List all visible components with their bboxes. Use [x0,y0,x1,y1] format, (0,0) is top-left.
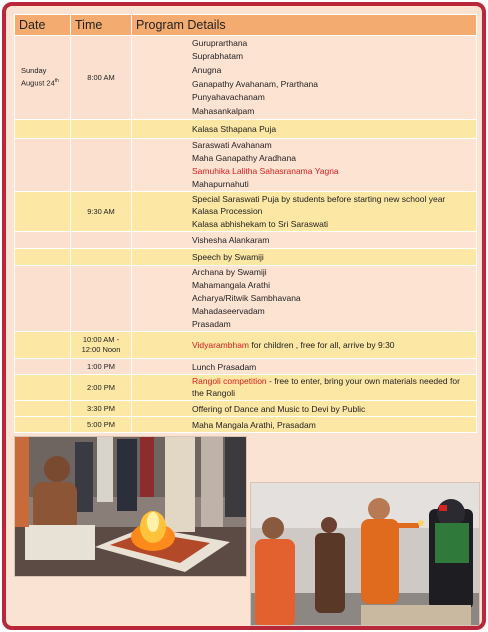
program-item: Maha Mangala Arathi, Prasadam [132,417,477,433]
program-item: Kalasa Procession [192,206,263,217]
header-date: Date [15,15,71,36]
details-cell [132,332,477,359]
program-item: Mahadaseervadam [192,306,265,316]
header-time: Time [71,15,132,36]
details-cell [132,36,477,120]
table-row [15,120,477,139]
havan-photo [14,436,247,577]
program-item: Offering of Dance and Music to Devi by Public [132,401,477,417]
time-cell: 8:00 AM [71,36,132,120]
program-item: Lunch Prasadam [132,359,477,375]
program-item: Samuhika Lalitha Sahasranama Yagna [192,166,339,176]
table-row [15,192,477,232]
flyer-frame [2,2,486,630]
details-cell [132,139,477,192]
header-program-details: Program Details [132,15,477,36]
program-item: Mahamangala Arathi [192,280,270,290]
table-row [15,139,477,192]
program-item-highlight: Vidyarambham [192,340,250,350]
time-cell: 5:00 PM [71,417,132,433]
arathi-photo [250,482,480,626]
time-cell: 2:00 PM [71,375,132,401]
table-header-row [15,15,477,36]
table-row [15,359,477,375]
table-row [15,401,477,417]
program-item: Guruprarthana [192,37,248,48]
table-row [15,36,477,120]
details-cell [132,266,477,332]
program-item-text: - free to enter, bring your own materials needed for the Rangoli [192,376,460,398]
program-item: Mahapurnahuti [192,179,249,189]
program-item: Speech by Swamiji [132,249,477,266]
date-day: Sunday [21,66,47,76]
program-item: Mahasankalpam [192,105,255,116]
program-item: Anugna [192,64,222,75]
table-row [15,375,477,401]
table-row [15,332,477,359]
program-item: Acharya/Ritwik Sambhavana [192,293,301,303]
time-cell: 9:30 AM [71,192,132,232]
table-row [15,417,477,433]
program-item: Archana by Swamiji [192,267,267,277]
program-item: Special Saraswati Puja by students before starting new school year [192,193,446,204]
date-date: August 24th [21,78,59,88]
program-item: Kalasa abhishekam to Sri Saraswati [192,218,329,229]
time-cell: 10:00 AM - 12:00 Noon [71,332,132,359]
program-item: Maha Ganapathy Aradhana [192,153,296,163]
table-row [15,232,477,249]
program-item: Ganapathy Avahanam, Prarthana [192,78,319,89]
program-item: Vishesha Alankaram [132,232,477,249]
program-item: Prasadam [192,319,231,329]
time-cell: 3:30 PM [71,401,132,417]
program-schedule-table [14,14,477,433]
program-item-text: for children , free for all, arrive by 9:30 [249,340,395,350]
details-cell [132,375,477,401]
program-item: Punyahavachanam [192,92,265,103]
program-item: Saraswati Avahanam [192,140,272,150]
date-cell [15,36,71,120]
table-row [15,249,477,266]
details-cell [132,192,477,232]
program-item: Suprabhatam [192,51,244,62]
time-cell: 1:00 PM [71,359,132,375]
program-item: Kalasa Sthapana Puja [132,120,477,139]
table-row [15,266,477,332]
program-item-highlight: Rangoli competition [192,376,267,386]
